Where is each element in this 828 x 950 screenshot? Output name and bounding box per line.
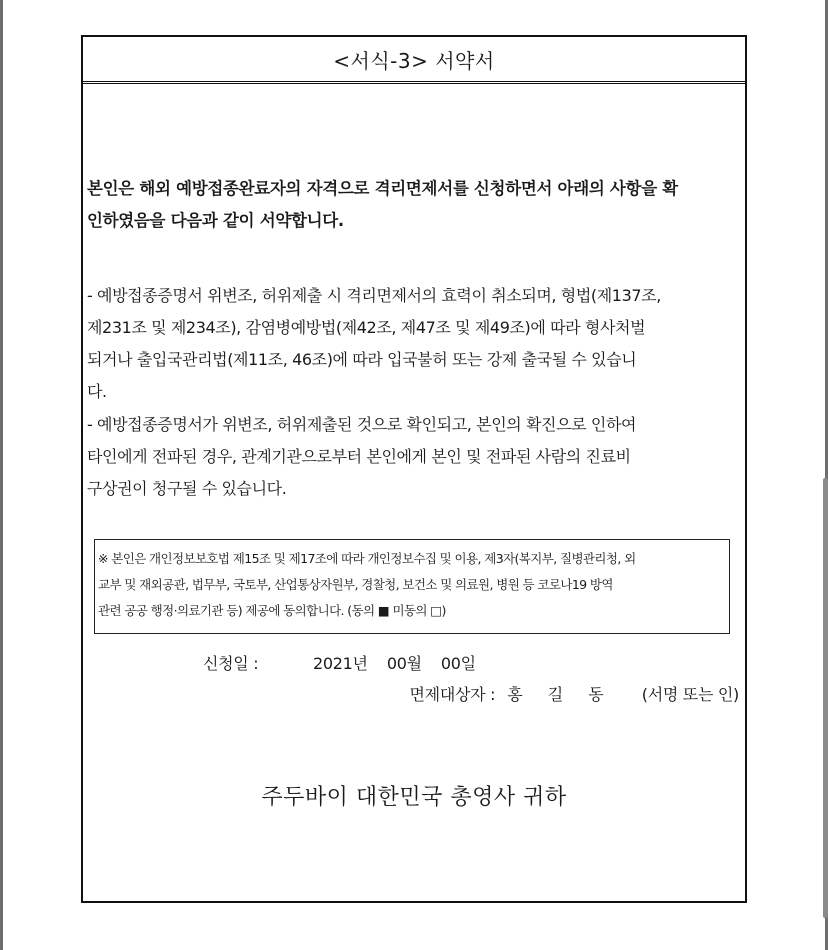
applicant-name: 홍 길 동 [507,685,614,704]
pledge-form [81,35,747,903]
pledge-statement: 본인은 해외 예방접종완료자의 자격으로 격리면제서를 신청하면서 아래의 사항을 확 인하였음을 다음과 같이 서약합니다. [87,179,678,230]
clause-medical-cost-claim: - 예방접종증명서가 위변조, 허위제출된 것으로 확인되고, 본인의 확진으로 인하여 타인에게 전파된 경우, 관계기관으로부터 본인에게 본인 및 전파된 사람의 진료비 구상권이 청구될 수 있습니다. [87,415,637,498]
scrollbar-thumb[interactable] [823,478,828,918]
clause-forgery-penalty: - 예방접종증명서 위변조, 허위제출 시 격리면제서의 효력이 취소되며, 형법(제137조, 제231조 및 제234조), 감염병예방법(제42조, 제47조 및 제49조)에 따라 형사처벌 되거나 출입국관리법(제11조, 46조)에 따라 입국불허 또는 강제 출국될 수 있습니 다. [87,286,661,401]
application-date-row [203,651,476,674]
privacy-consent-box: ※ 본인은 개인정보보호법 제15조 및 제17조에 따라 개인정보수집 및 이용, 제3자(복지부, 질병관리청, 외 교부 및 재외공관, 법무부, 국토부, 산업통상자원부, 경찰청, 보건소 및 의료원, 병원 등 코로나19 방역 관련 공공 행정·의료기관 등) 제공에 동의합니다. (동의 ■ 미동의 □) [94,539,730,634]
applicant-row [410,682,739,705]
applicant-label: 면제대상자 : [409,685,496,704]
application-date: 2021년 00월 00일 [313,654,476,673]
signature-note: (서명 또는 인) [641,685,739,704]
addressee: 주두바이 대한민국 총영사 귀하 [261,785,567,810]
application-date-label: 신청일 : [203,654,259,673]
form-title: <서식-3> 서약서 [83,37,745,84]
page-left-edge [0,0,3,950]
